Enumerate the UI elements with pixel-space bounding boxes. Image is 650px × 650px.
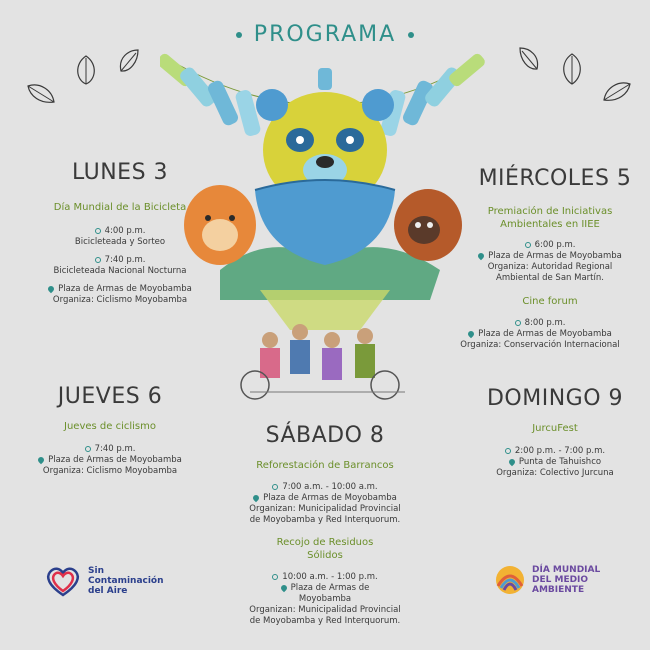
event-details bbox=[20, 226, 220, 306]
title-dot-right bbox=[408, 32, 414, 38]
logo-text: del Aire bbox=[88, 586, 128, 596]
location-text: Plaza de Armas de Moyobamba bbox=[478, 329, 612, 339]
organizer-text: Organiza: Autoridad Regional bbox=[487, 262, 613, 272]
location-pin-icon bbox=[477, 251, 485, 259]
event-title bbox=[220, 536, 430, 562]
clock-icon bbox=[95, 228, 101, 234]
time-text: 6:00 p.m. bbox=[534, 240, 576, 250]
leaf-icon bbox=[602, 80, 632, 102]
time-text: 7:40 p.m. bbox=[104, 255, 146, 265]
bear-illustration bbox=[160, 40, 490, 410]
day-heading-domingo: DOMINGO 9 bbox=[486, 386, 624, 411]
clock-icon bbox=[272, 574, 278, 580]
location-pin-icon bbox=[508, 457, 516, 465]
environment-day-icon bbox=[494, 564, 526, 596]
clock-icon bbox=[95, 257, 101, 263]
clock-icon bbox=[525, 242, 531, 248]
day-heading-sabado: SÁBADO 8 bbox=[265, 423, 385, 448]
organizer-text: Organiza: Conservación Internacional bbox=[460, 340, 620, 350]
location-pin-icon bbox=[37, 455, 45, 463]
leaf-icon bbox=[74, 54, 98, 86]
cyclists-drawing bbox=[241, 324, 405, 399]
organizer-text: de Moyobamba y Red Interquorum. bbox=[249, 616, 401, 626]
clock-icon bbox=[85, 446, 91, 452]
time-text: 4:00 p.m. bbox=[104, 226, 146, 236]
location-text: Plaza de Armas de Moyobamba bbox=[58, 284, 192, 294]
event-title-line: Sólidos bbox=[307, 550, 343, 561]
location-pin-icon bbox=[47, 284, 55, 292]
title-dot-left bbox=[236, 32, 242, 38]
location-text: Moyobamba bbox=[298, 594, 352, 604]
organizer-text: Organizan: Municipalidad Provincial bbox=[249, 605, 401, 615]
event-description: Bicicleteada y Sorteo bbox=[74, 237, 166, 247]
event-details bbox=[455, 446, 650, 479]
event-details bbox=[220, 482, 430, 526]
event-title: JurcuFest bbox=[532, 423, 578, 434]
dia-mundial-medio-ambiente-logo bbox=[494, 564, 600, 596]
event-title-line: Recojo de Residuos bbox=[276, 537, 374, 548]
time-text: 7:40 p.m. bbox=[94, 444, 136, 454]
day-heading-miercoles: MIÉRCOLES 5 bbox=[478, 166, 632, 191]
event-title: Reforestación de Barrancos bbox=[256, 460, 394, 471]
location-pin-icon bbox=[252, 493, 260, 501]
location-text: Punta de Tahuishco bbox=[518, 457, 602, 467]
time-text: 7:00 a.m. - 10:00 a.m. bbox=[282, 482, 378, 492]
time-text: 2:00 p.m. - 7:00 p.m. bbox=[514, 446, 606, 456]
logo-text: DEL MEDIO bbox=[532, 575, 589, 585]
leaf-icon bbox=[118, 48, 140, 74]
title-text: PROGRAMA bbox=[253, 22, 397, 47]
leaf-icon bbox=[26, 82, 56, 104]
clock-icon bbox=[515, 320, 521, 326]
location-text: Plaza de Armas de Moyobamba bbox=[48, 455, 182, 465]
organizer-text: Organizan: Municipalidad Provincial bbox=[249, 504, 401, 514]
event-description: Bicicleteada Nacional Nocturna bbox=[53, 266, 187, 276]
event-title: Cine forum bbox=[522, 296, 578, 307]
organizer-text: Organiza: Ciclismo Moyobamba bbox=[52, 295, 188, 305]
event-details bbox=[450, 240, 650, 284]
time-text: 10:00 a.m. - 1:00 p.m. bbox=[282, 572, 378, 582]
clock-icon bbox=[272, 484, 278, 490]
organizer-text: de Moyobamba y Red Interquorum. bbox=[249, 515, 401, 525]
event-details bbox=[430, 318, 650, 351]
location-pin-icon bbox=[467, 329, 475, 337]
location-text: Plaza de Armas de Moyobamba bbox=[263, 493, 397, 503]
heart-icon bbox=[44, 564, 82, 598]
event-title bbox=[450, 205, 650, 231]
location-text: Plaza de Armas de bbox=[290, 583, 370, 593]
event-title-line: Ambientales en IIEE bbox=[500, 219, 600, 230]
sin-contaminacion-logo bbox=[44, 564, 164, 598]
location-text: Plaza de Armas de Moyobamba bbox=[488, 251, 622, 261]
logo-text: DÍA MUNDIAL bbox=[532, 565, 601, 575]
event-details bbox=[10, 444, 210, 477]
day-heading-jueves: JUEVES 6 bbox=[57, 384, 163, 409]
event-title: Día Mundial de la Bicicleta bbox=[53, 202, 187, 213]
time-text: 8:00 p.m. bbox=[524, 318, 566, 328]
leaf-icon bbox=[518, 46, 540, 72]
logo-text: AMBIENTE bbox=[532, 585, 585, 595]
day-heading-lunes: LUNES 3 bbox=[71, 160, 169, 185]
location-pin-icon bbox=[279, 583, 287, 591]
event-title-line: Premiación de Iniciativas bbox=[487, 206, 613, 217]
organizer-text: Organiza: Ciclismo Moyobamba bbox=[42, 466, 178, 476]
leaf-icon bbox=[560, 52, 584, 86]
event-details bbox=[220, 572, 430, 627]
clock-icon bbox=[505, 448, 511, 454]
organizer-text: Organiza: Colectivo Jurcuna bbox=[496, 468, 614, 478]
logo-text: Sin bbox=[88, 566, 104, 576]
organizer-text: Ambiental de San Martín. bbox=[496, 273, 604, 283]
event-title: Jueves de ciclismo bbox=[64, 421, 156, 432]
logo-text: Contaminación bbox=[88, 576, 164, 586]
